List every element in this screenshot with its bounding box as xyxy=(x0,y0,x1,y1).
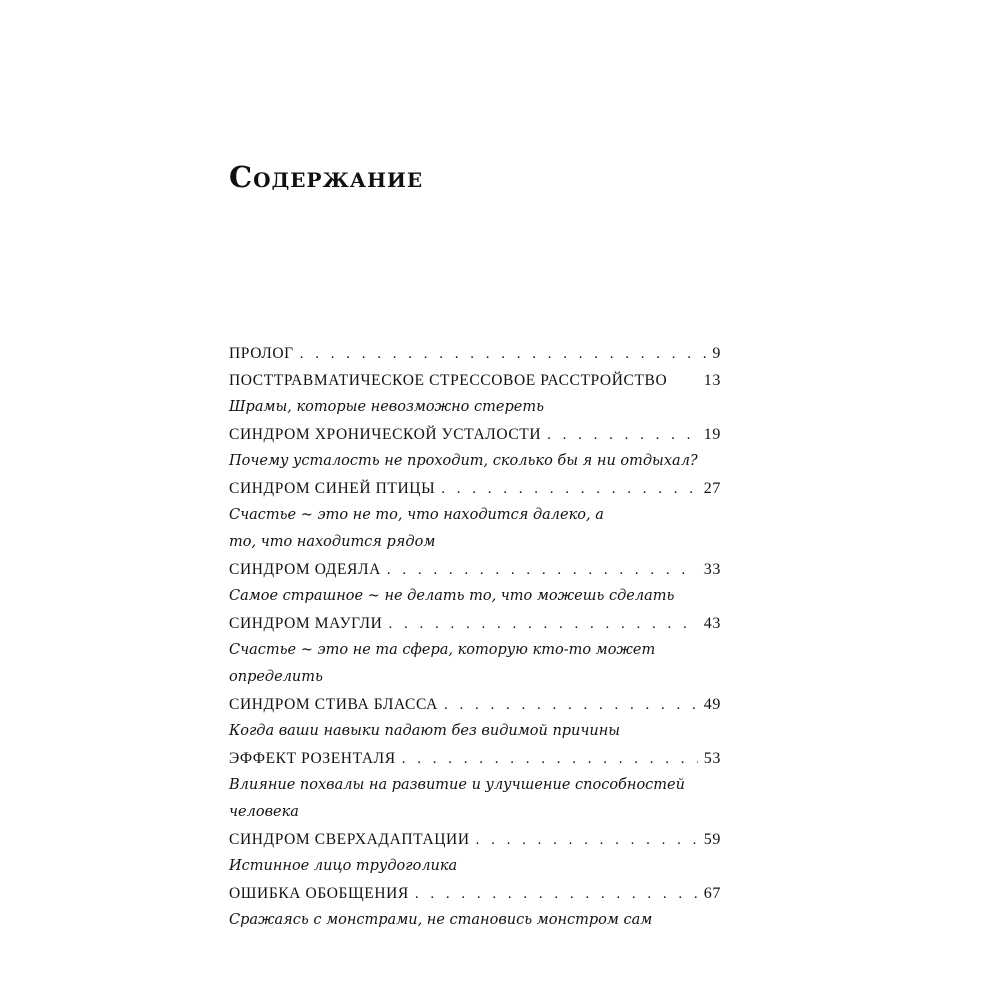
toc-entry-title: СИНДРОМ ХРОНИЧЕСКОЙ УСТАЛОСТИ xyxy=(229,426,542,443)
toc-entry[interactable] xyxy=(229,745,721,826)
leader-dots xyxy=(476,827,698,854)
toc-entry-subtitle: Сражаясь с монстрами, не становись монстром сам xyxy=(229,912,653,928)
toc-entry-title: СИНДРОМ МАУГЛИ xyxy=(229,615,383,632)
toc-entry[interactable] xyxy=(229,421,721,475)
leader-dots xyxy=(300,341,707,368)
table-of-contents xyxy=(229,340,721,934)
toc-entry-subtitle: Истинное лицо трудоголика xyxy=(229,858,458,874)
page-title: Содержание xyxy=(229,160,424,194)
toc-entry-title: ПОСТТРАВМАТИЧЕСКОЕ СТРЕССОВОЕ РАССТРОЙСТВО xyxy=(229,372,668,389)
leader-dots xyxy=(547,422,698,449)
toc-entry[interactable] xyxy=(229,880,721,934)
toc-entry-subtitle: Почему усталость не проходит, сколько бы я ни отдыхал? xyxy=(229,453,698,469)
toc-entry-title: СИНДРОМ СВЕРХАДАПТАЦИИ xyxy=(229,831,470,848)
toc-entry-page: 43 xyxy=(703,615,721,632)
toc-entry-page: 67 xyxy=(703,885,721,902)
toc-entry-subtitle: Влияние похвалы на развитие и улучшение способностей человека xyxy=(229,777,685,820)
leader-dots xyxy=(444,692,698,719)
toc-entry-page: 59 xyxy=(703,831,721,848)
toc-entry-title: ЭФФЕКТ РОЗЕНТАЛЯ xyxy=(229,750,396,767)
toc-entry[interactable] xyxy=(229,610,721,691)
toc-entry[interactable] xyxy=(229,340,721,367)
toc-entry-subtitle: Счастье ~ это не та сфера, которую кто-то может определить xyxy=(229,642,656,685)
toc-entry-title: ОШИБКА ОБОБЩЕНИЯ xyxy=(229,885,409,902)
leader-dots xyxy=(387,557,698,584)
toc-entry-title: СИНДРОМ ОДЕЯЛА xyxy=(229,561,381,578)
leader-dots xyxy=(415,881,698,908)
toc-entry[interactable] xyxy=(229,826,721,880)
leader-dots xyxy=(388,611,697,638)
toc-entry-page: 9 xyxy=(712,345,721,362)
leader-dots xyxy=(402,746,698,773)
toc-entry-title: ПРОЛОГ xyxy=(229,345,294,362)
toc-entry-subtitle: Самое страшное ~ не делать то, что можешь сделать xyxy=(229,588,675,604)
toc-entry-subtitle: Счастье ~ это не то, что находится далеко, а то, что находится рядом xyxy=(229,507,604,550)
toc-entry-page: 19 xyxy=(703,426,721,443)
toc-entry-subtitle: Шрамы, которые невозможно стереть xyxy=(229,399,544,415)
toc-entry-page: 53 xyxy=(703,750,721,767)
toc-entry-page: 27 xyxy=(703,480,721,497)
toc-entry-title: СИНДРОМ СТИВА БЛАССА xyxy=(229,696,438,713)
toc-entry[interactable] xyxy=(229,691,721,745)
toc-entry-title: СИНДРОМ СИНЕЙ ПТИЦЫ xyxy=(229,480,436,497)
toc-entry-page: 13 xyxy=(703,372,721,389)
toc-entry[interactable] xyxy=(229,475,721,556)
toc-entry-subtitle: Когда ваши навыки падают без видимой причины xyxy=(229,723,621,739)
toc-entry-page: 33 xyxy=(703,561,721,578)
leader-dots xyxy=(441,476,698,503)
toc-entry[interactable] xyxy=(229,556,721,610)
toc-entry-page: 49 xyxy=(703,696,721,713)
toc-entry[interactable] xyxy=(229,367,721,421)
